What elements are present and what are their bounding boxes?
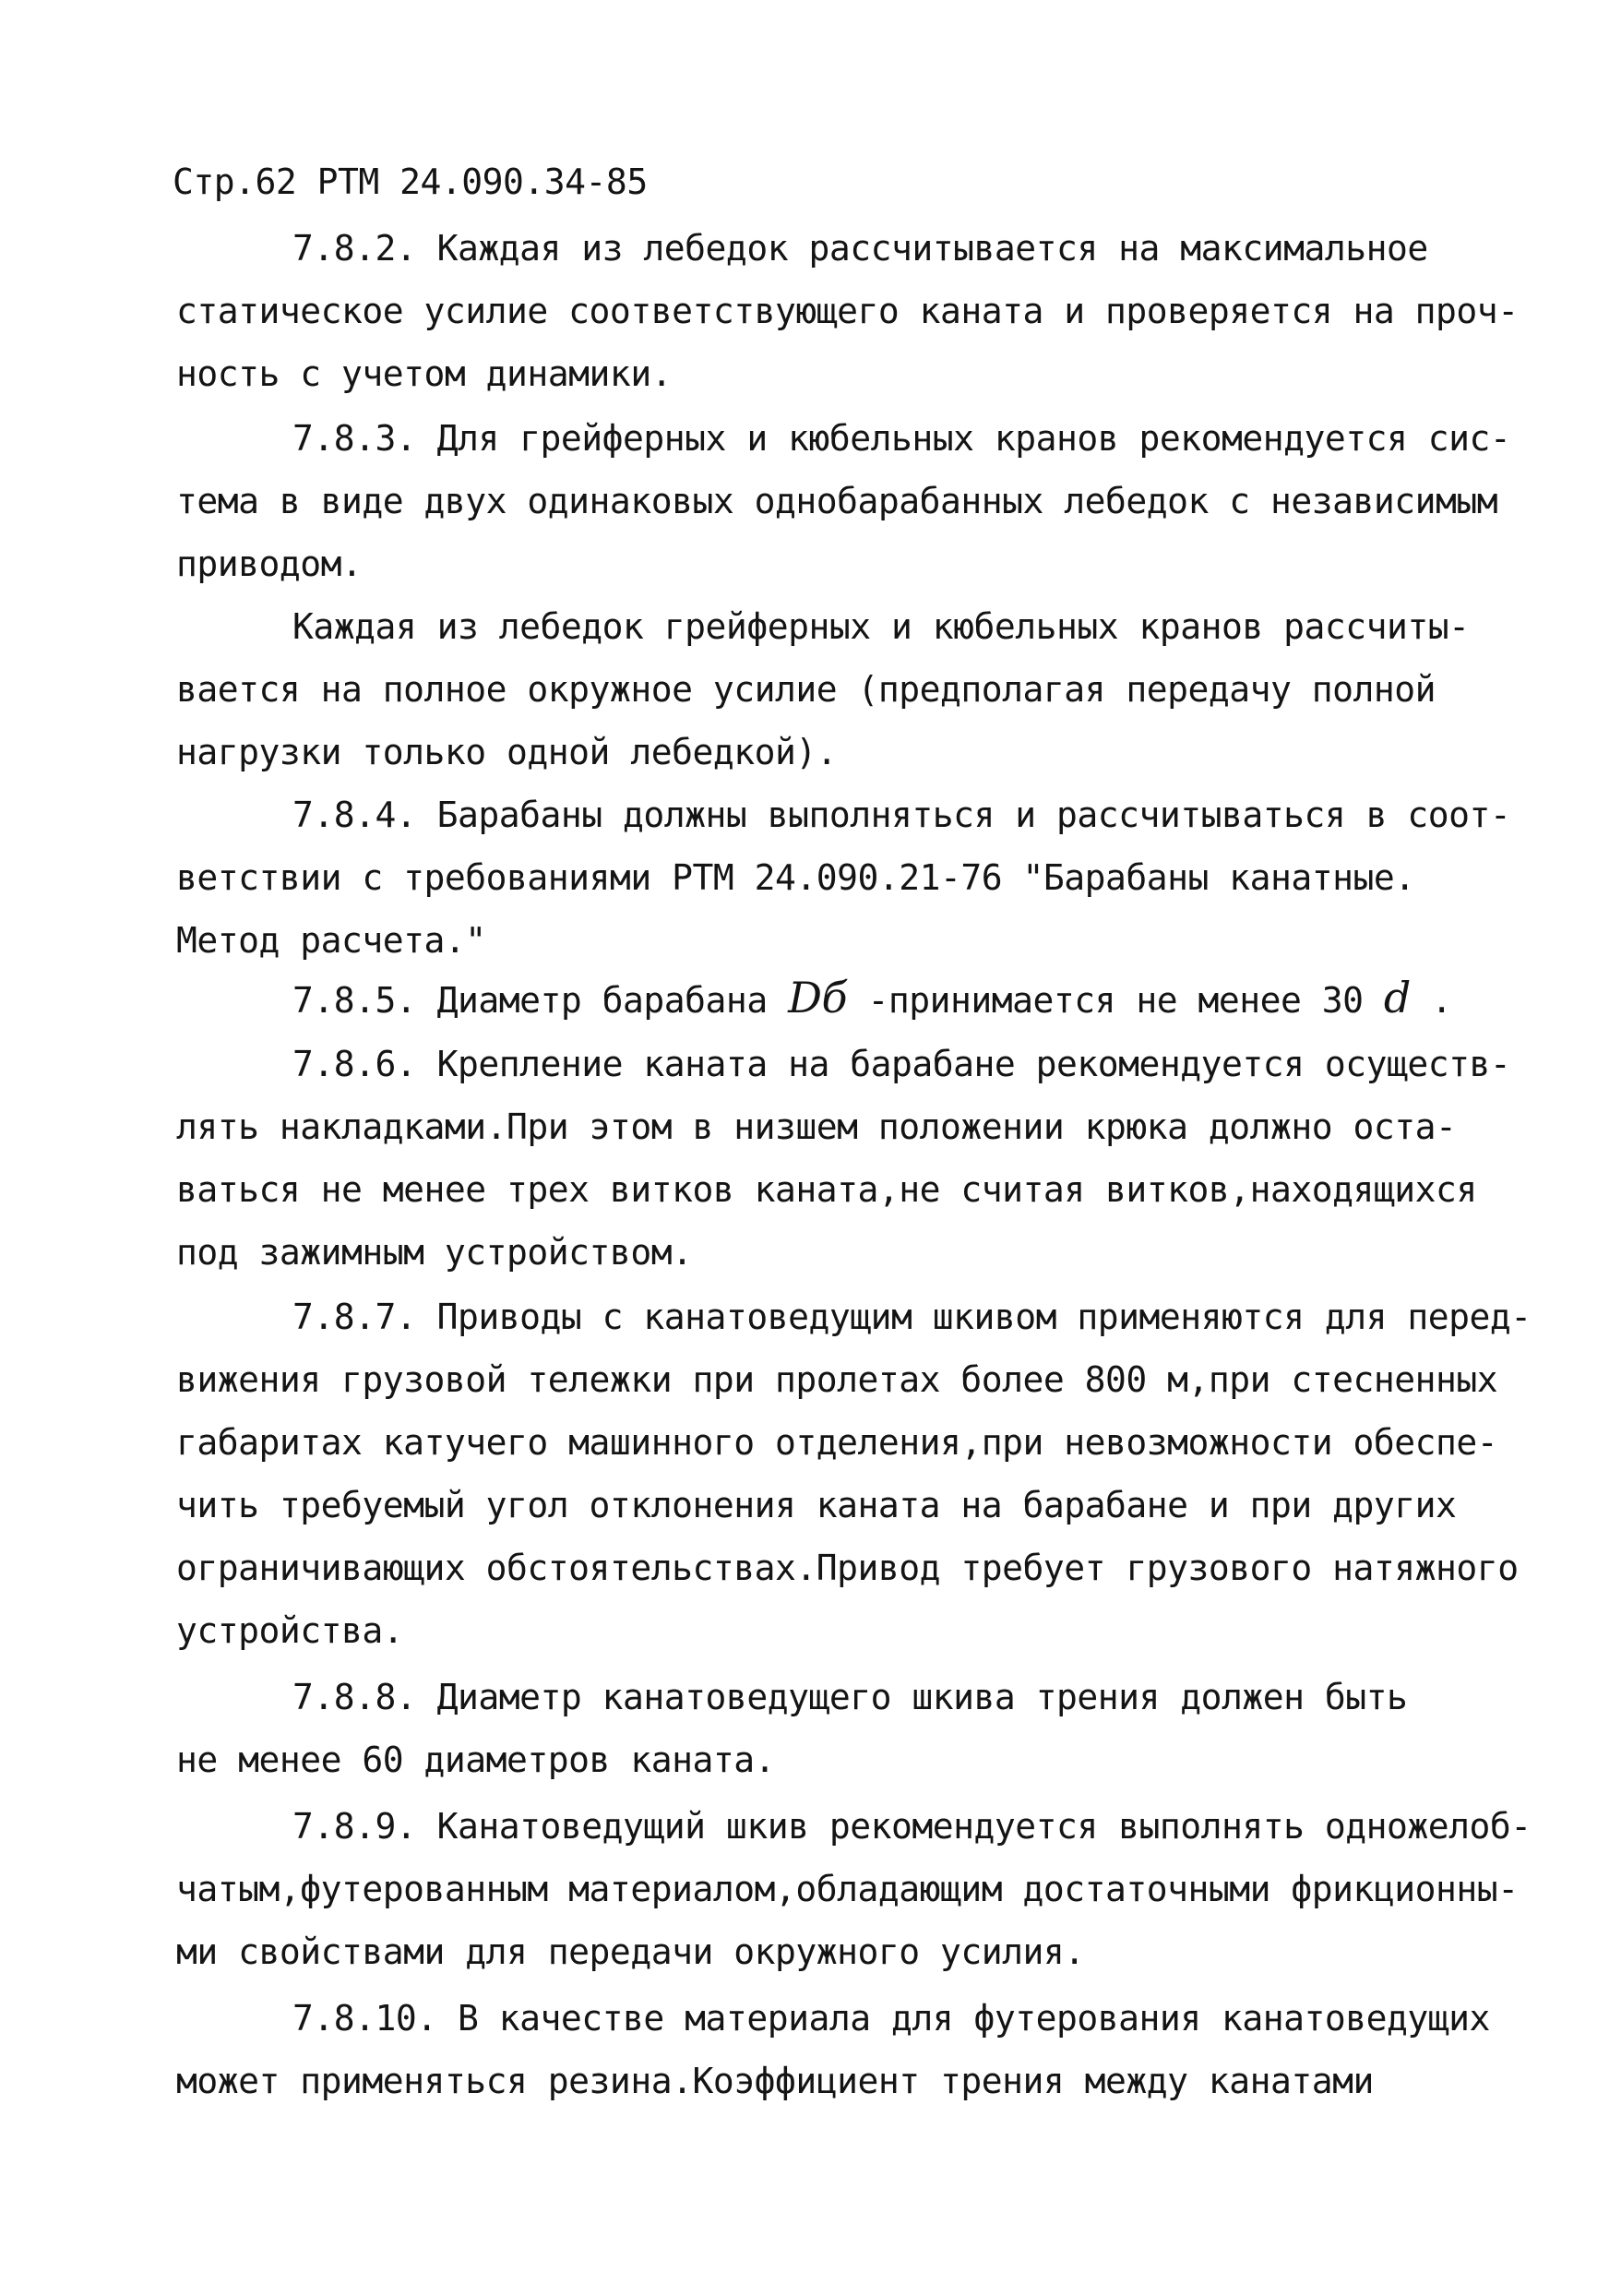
- paragraph-7-8-10-line-1: 7.8.10. В качестве материала для футерования канатоведущих: [292, 1998, 1490, 2039]
- paragraph-7-8-7-line-1: 7.8.7. Приводы с канатоведущим шкивом применяются для перед-: [292, 1297, 1532, 1337]
- paragraph-7-8-6-line-1: 7.8.6. Крепление каната на барабане рекомендуется осуществ-: [292, 1044, 1511, 1084]
- paragraph-7-8-7-line-6: устройства.: [176, 1610, 404, 1651]
- page-header: Стр.62 РТМ 24.090.34-85: [173, 161, 648, 202]
- paragraph-7-8-7-line-4: чить требуемый угол отклонения каната на барабане и при других: [176, 1485, 1457, 1525]
- paragraph-7-8-9-line-2: чатым,футерованным материалом,обладающим достаточными фрикционны-: [176, 1869, 1519, 1909]
- paragraph-7-8-4-line-3: Метод расчета.": [176, 920, 486, 961]
- paragraph-7-8-3-line-3: приводом.: [176, 544, 363, 584]
- paragraph-7-8-2-line-3: ность с учетом динамики.: [176, 353, 673, 394]
- paragraph-7-8-2-line-1: 7.8.2. Каждая из лебедок рассчитывается на максимальное: [292, 228, 1428, 269]
- rope-diameter-symbol: d: [1383, 973, 1411, 1022]
- paragraph-7-8-6-line-2: лять накладками.При этом в низшем положении крюка должно оста-: [176, 1106, 1457, 1147]
- paragraph-7-8-5: [292, 973, 1452, 1022]
- diameter-text-after: .: [1431, 980, 1452, 1021]
- paragraph-7-8-4-line-2: ветствии с требованиями РТМ 24.090.21-76 "Барабаны канатные.: [176, 857, 1415, 898]
- paragraph-7-8-6-line-4: под зажимным устройством.: [176, 1232, 693, 1273]
- paragraph-grab-winches-line-1: Каждая из лебедок грейферных и кюбельных кранов рассчиты-: [292, 606, 1470, 647]
- paragraph-7-8-4-line-1: 7.8.4. Барабаны должны выполняться и рассчитываться в соот-: [292, 795, 1511, 835]
- diameter-text-before: 7.8.5. Диаметр барабана: [292, 980, 789, 1021]
- drum-diameter-symbol: Dб: [788, 973, 848, 1022]
- paragraph-7-8-9-line-3: ми свойствами для передачи окружного усилия.: [176, 1931, 1085, 1972]
- paragraph-7-8-8-line-2: не менее 60 диаметров каната.: [176, 1740, 775, 1780]
- paragraph-7-8-2-line-2: статическое усилие соответствующего каната и проверяется на проч-: [176, 291, 1519, 331]
- paragraph-7-8-3-line-1: 7.8.3. Для грейферных и кюбельных кранов рекомендуется сис-: [292, 418, 1511, 459]
- paragraph-7-8-6-line-3: ваться не менее трех витков каната,не считая витков,находящихся: [176, 1169, 1477, 1210]
- paragraph-7-8-7-line-3: габаритах катучего машинного отделения,при невозможности обеспе-: [176, 1422, 1498, 1463]
- paragraph-7-8-7-line-5: ограничивающих обстоятельствах.Привод требует грузового натяжного: [176, 1548, 1519, 1588]
- paragraph-7-8-10-line-2: может применяться резина.Коэффициент трения между канатами: [176, 2061, 1374, 2101]
- paragraph-grab-winches-line-2: вается на полное окружное усилие (предполагая передачу полной: [176, 669, 1436, 710]
- paragraph-7-8-9-line-1: 7.8.9. Канатоведущий шкив рекомендуется выполнять одножелоб-: [292, 1806, 1532, 1847]
- paragraph-grab-winches-line-3: нагрузки только одной лебедкой).: [176, 732, 838, 772]
- paragraph-7-8-3-line-2: тема в виде двух одинаковых однобарабанных лебедок с независимым: [176, 481, 1498, 521]
- paragraph-7-8-8-line-1: 7.8.8. Диаметр канатоведущего шкива трения должен быть: [292, 1677, 1408, 1717]
- diameter-text-middle: -принимается не менее 30: [867, 980, 1384, 1021]
- paragraph-7-8-7-line-2: вижения грузовой тележки при пролетах более 800 м,при стесненных: [176, 1359, 1498, 1400]
